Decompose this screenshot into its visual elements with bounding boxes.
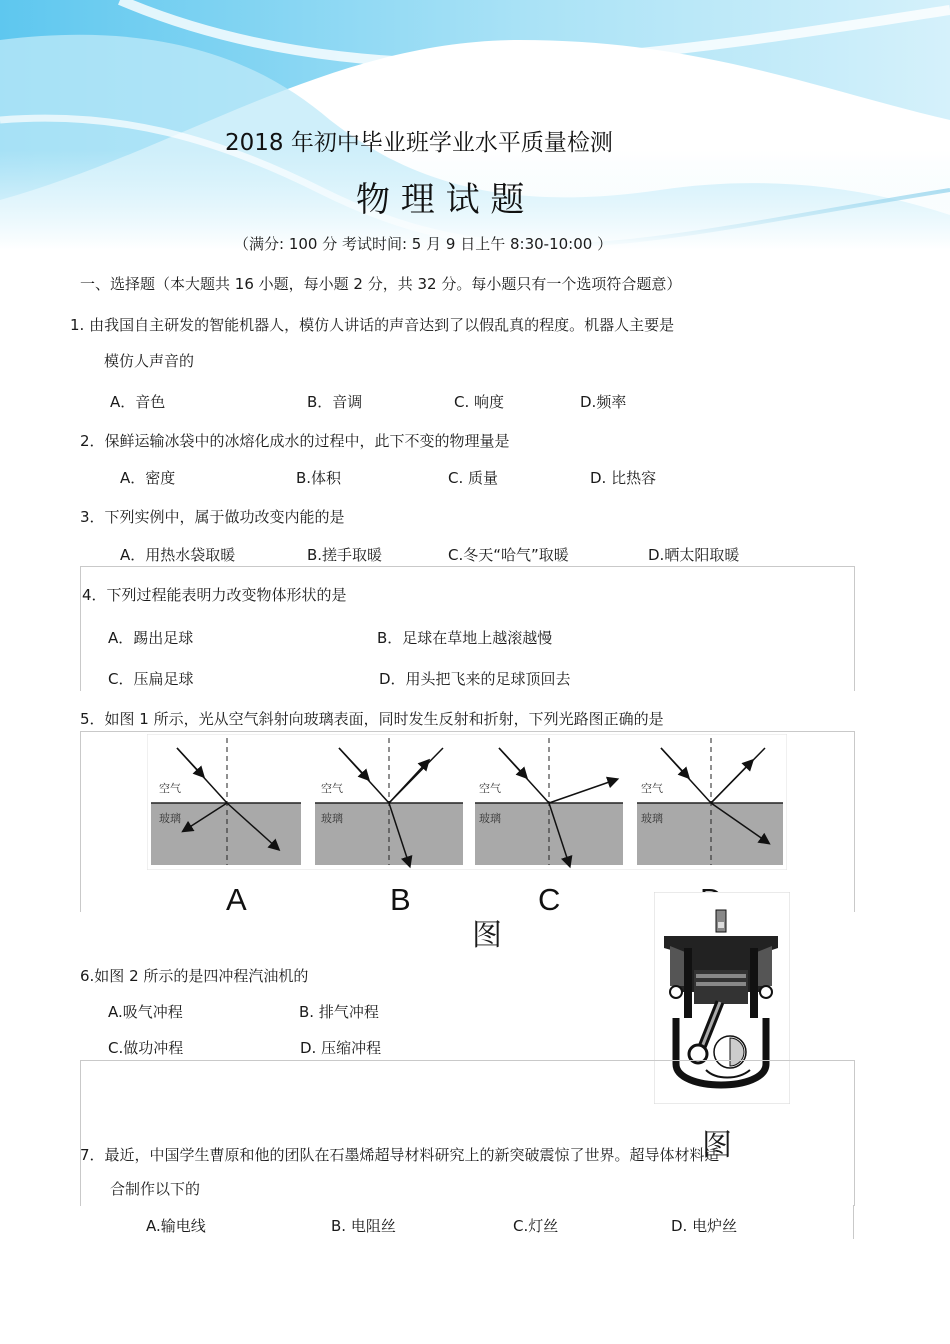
panel-d-glass-label: 玻璃: [641, 812, 663, 825]
question-3: 3．下列实例中，属于做功改变内能的是: [80, 508, 345, 526]
figure-1-label-a[interactable]: A: [226, 882, 247, 917]
figure-1-optics-diagrams: [147, 734, 787, 870]
q1-option-b[interactable]: B．音调: [307, 393, 363, 411]
panel-b-air-label: 空气: [321, 782, 343, 795]
figure-1-label-b[interactable]: B: [390, 882, 411, 917]
figure-2-caption: 图: [702, 1128, 732, 1163]
q6-option-c[interactable]: C.做功冲程: [108, 1039, 184, 1057]
q4-option-c[interactable]: C．压扁足球: [108, 670, 194, 688]
question-7-line2: 合制作以下的: [110, 1180, 201, 1198]
q2-option-c[interactable]: C. 质量: [448, 469, 499, 487]
exam-info: （满分: 100 分 考试时间: 5 月 9 日上午 8:30-10:00 ）: [234, 235, 613, 253]
panel-b-glass-label: 玻璃: [321, 812, 343, 825]
q2-option-a[interactable]: A．密度: [120, 469, 176, 487]
q3-option-c[interactable]: C.冬天“哈气”取暖: [448, 546, 569, 564]
q6-option-d[interactable]: D. 压缩冲程: [300, 1039, 382, 1057]
q6-option-b[interactable]: B. 排气冲程: [299, 1003, 379, 1021]
q1-option-d[interactable]: D.频率: [580, 393, 627, 411]
q3-option-d[interactable]: D.晒太阳取暖: [648, 546, 740, 564]
q7-option-c[interactable]: C.灯丝: [513, 1217, 559, 1235]
q4-option-d[interactable]: D．用头把飞来的足球顶回去: [379, 670, 571, 688]
question-1-line2: 模仿人声音的: [104, 352, 195, 370]
figure-1-caption: 图: [472, 918, 502, 953]
question-7-frame-right: [853, 1205, 854, 1239]
q2-option-b[interactable]: B.体积: [296, 469, 342, 487]
q7-option-d[interactable]: D. 电炉丝: [671, 1217, 738, 1235]
q4-option-b[interactable]: B．足球在草地上越滚越慢: [377, 629, 553, 647]
question-1-line1: 1. 由我国自主研发的智能机器人，模仿人讲话的声音达到了以假乱真的程度。机器人主要是: [70, 316, 675, 334]
q1-option-c[interactable]: C. 响度: [454, 393, 505, 411]
q3-option-b[interactable]: B.搓手取暖: [307, 546, 383, 564]
q2-option-d[interactable]: D. 比热容: [590, 469, 657, 487]
q6-option-a[interactable]: A.吸气冲程: [108, 1003, 183, 1021]
question-7-line1: 7．最近，中国学生曹原和他的团队在石墨烯超导材料研究上的新突破震惊了世界。超导体材料适: [80, 1146, 720, 1164]
panel-c-glass-label: 玻璃: [479, 812, 501, 825]
q3-option-a[interactable]: A．用热水袋取暖: [120, 546, 236, 564]
q7-option-a[interactable]: A.输电线: [146, 1217, 206, 1235]
q1-option-a[interactable]: A．音色: [110, 393, 166, 411]
subject-title: 物 理 试 题: [356, 180, 525, 220]
figure-1-label-c[interactable]: C: [538, 882, 561, 917]
exam-title: 2018 年初中毕业班学业水平质量检测: [225, 130, 613, 156]
panel-d-air-label: 空气: [641, 782, 663, 795]
panel-a-glass-label: 玻璃: [159, 812, 181, 825]
q4-option-a[interactable]: A．踢出足球: [108, 629, 194, 647]
question-4: 4．下列过程能表明力改变物体形状的是: [82, 586, 347, 604]
q7-option-b[interactable]: B. 电阻丝: [331, 1217, 396, 1235]
question-2: 2．保鲜运输冰袋中的冰熔化成水的过程中，此下不变的物理量是: [80, 432, 510, 450]
panel-a-air-label: 空气: [159, 782, 181, 795]
section-heading: 一、选择题（本大题共 16 小题，每小题 2 分，共 32 分。每小题只有一个选项符合题意）: [80, 275, 682, 293]
question-6: 6.如图 2 所示的是四冲程汽油机的: [80, 967, 309, 985]
panel-c-air-label: 空气: [479, 782, 501, 795]
question-5: 5．如图 1 所示，光从空气斜射向玻璃表面，同时发生反射和折射，下列光路图正确的是: [80, 710, 664, 728]
